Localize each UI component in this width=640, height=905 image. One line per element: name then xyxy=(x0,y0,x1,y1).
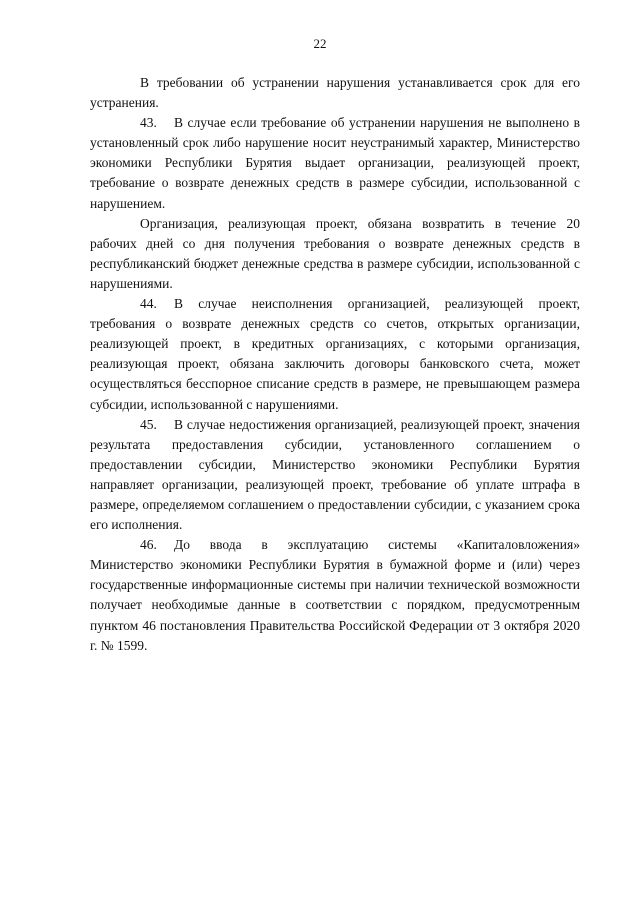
paragraph-44 xyxy=(90,294,580,415)
paragraph-text: До ввода в эксплуатацию системы «Капиталовложения» Министерство экономики Республики Бурятия в бумажной форме и (или) через государственные информационные системы при наличии технической возможности получает необходимые данные в соответствии с порядком, предусмотренным пунктом 46 постановления Правительства Российской Федерации от 3 октября 2020 г. № 1599. xyxy=(90,537,580,653)
paragraph-46 xyxy=(90,535,580,656)
paragraph-text: В требовании об устранении нарушения устанавливается срок для его устранения. xyxy=(90,75,580,111)
paragraph-refund-obligation xyxy=(90,214,580,294)
paragraph-number: 44. xyxy=(140,296,157,312)
paragraph-text: В случае неисполнения организацией, реализующей проект, требования о возврате денежных средств со счетов, открытых организации, реализующей проект, в кредитных организациях, с которыми организация, реализующая проект, обязана заключить договоры банковского счета, может осуществляться бесспорное списание средств в размере, не превышающем размера субсидии, использованной с нарушениями. xyxy=(90,296,580,412)
page-number: 22 xyxy=(313,36,327,51)
paragraph-requirement-deadline xyxy=(90,73,580,113)
document-body xyxy=(90,73,580,656)
paragraph-text: Организация, реализующая проект, обязана возвратить в течение 20 рабочих дней со дня получения требования о возврате денежных средств в республиканский бюджет денежные средства в размере субсидии, использованной с нарушениями. xyxy=(90,215,580,291)
paragraph-number: 46. xyxy=(140,537,157,553)
paragraph-45 xyxy=(90,415,580,536)
paragraph-number: 43. xyxy=(140,115,157,131)
paragraph-text: В случае если требование об устранении нарушения не выполнено в установленный срок либо нарушение носит неустранимый характер, Министерство экономики Республики Бурятия выдает организации, реализующей проект, требование о возврате денежных средств в размере субсидии, использованной с нарушением. xyxy=(90,115,580,211)
paragraph-43 xyxy=(90,113,580,213)
paragraph-text: В случае недостижения организацией, реализующей проект, значения результата предоставления субсидии, установленного соглашением о предоставлении субсидии, Министерство экономики Республики Бурятия направляет организации, реализующей проект, требование об уплате штрафа в размере, определяемом соглашением о предоставлении субсидии, с указанием срока его исполнения. xyxy=(90,416,580,533)
paragraph-number: 45. xyxy=(140,416,157,432)
